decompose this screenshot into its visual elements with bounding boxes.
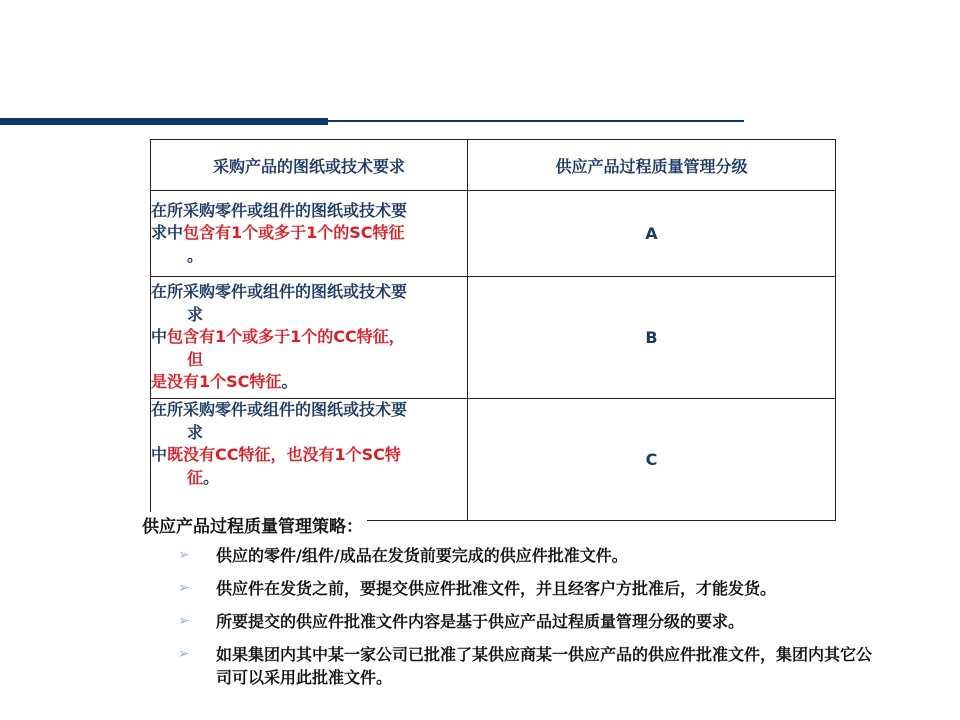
req-highlight: 包含有1个或多于1个的SC特征 [183, 223, 405, 243]
grade-cell: A [468, 191, 836, 277]
req-highlight: 包含有1个或多于1个的CC特征， [167, 327, 405, 347]
req-text: 在所采购零件或组件的图纸或技术要 [151, 200, 408, 220]
req-highlight: 既没有CC特征，也没有1个SC特 [167, 445, 401, 464]
req-text: 在所采购零件或组件的图纸或技术要 [151, 400, 408, 419]
arrow-bullet-icon: ➢ [178, 547, 190, 563]
list-item-text: 供应件在发货之前，要提交供应件批准文件，并且经客户方批准后，才能发货。 [216, 579, 777, 598]
requirement-cell [151, 399, 468, 521]
strategy-title: 供应产品过程质量管理策略： [142, 512, 367, 537]
list-item [178, 577, 878, 600]
list-item [178, 610, 878, 633]
requirement-cell [151, 191, 468, 277]
req-text: 中 [151, 327, 168, 347]
table-header-row [151, 140, 836, 191]
grade-table [150, 139, 836, 521]
list-item [178, 643, 878, 689]
req-text: 中 [151, 445, 168, 464]
table-row [151, 277, 836, 399]
title-rule-thick [0, 118, 328, 125]
list-item-text: 如果集团内其中某一家公司已批准了某供应商某一供应产品的供应件批准文件，集团内其它公司可以采用此批准文件。 [216, 645, 873, 687]
grade-cell: C [468, 399, 836, 521]
header-grade: 供应产品过程质量管理分级 [468, 140, 836, 191]
table-row [151, 399, 836, 521]
list-item-text: 供应的零件/组件/成品在发货前要完成的供应件批准文件。 [216, 546, 628, 565]
req-highlight: 是没有1个SC特征 [151, 372, 282, 392]
list-item [178, 544, 878, 567]
arrow-bullet-icon: ➢ [178, 646, 190, 662]
req-text: 求 [187, 422, 204, 442]
header-requirement: 采购产品的图纸或技术要求 [151, 140, 468, 191]
req-highlight: 征 [187, 467, 204, 487]
req-text: 。 [281, 372, 298, 392]
title-rule-thin [328, 120, 744, 122]
arrow-bullet-icon: ➢ [178, 613, 190, 629]
requirement-cell [151, 277, 468, 399]
req-highlight: 但 [187, 349, 204, 369]
req-text: 求中 [151, 223, 184, 243]
list-item-text: 所要提交的供应件批准文件内容是基于供应产品过程质量管理分级的要求。 [216, 612, 745, 631]
arrow-bullet-icon: ➢ [178, 580, 190, 596]
req-text: 。 [187, 245, 204, 265]
grade-cell: B [468, 277, 836, 399]
table-row [151, 191, 836, 277]
req-text: 在所采购零件或组件的图纸或技术要 [151, 282, 408, 302]
strategy-list [178, 544, 878, 699]
req-text: 。 [203, 467, 220, 487]
req-text: 求 [187, 304, 204, 324]
